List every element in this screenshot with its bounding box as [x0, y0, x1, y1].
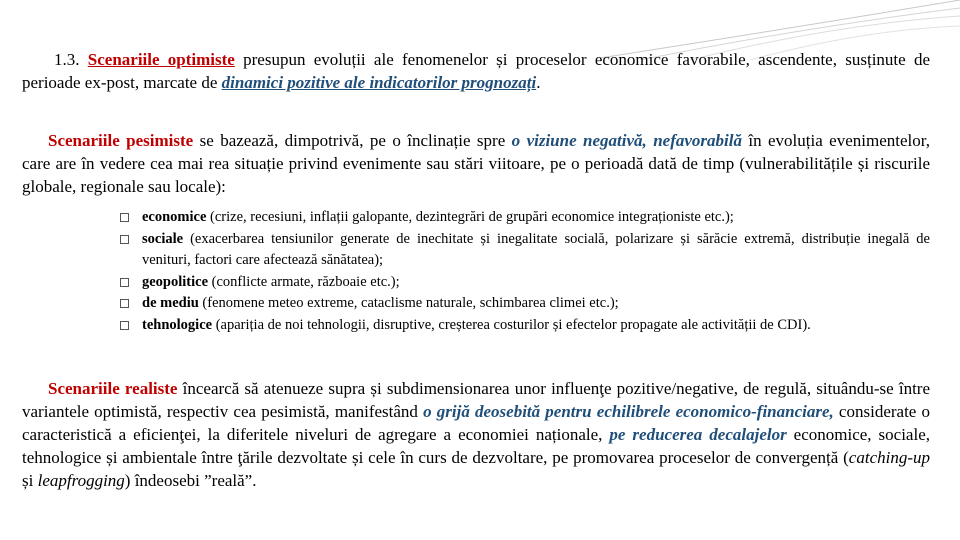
risk-list: [120, 207, 930, 336]
text: economice, sociale, tehnologice și ambientale între ţările dezvoltate și cele în curs de dezvoltare, pe promovarea proceselor de convergență (: [22, 425, 930, 467]
list-item: [120, 293, 930, 315]
section-number: 1.3.: [54, 50, 80, 69]
text: considerate o caracteristică a eficienţei, la diferitele niveluri de agregare a economiei naționale,: [22, 402, 931, 444]
checkbox-bullet-icon: [120, 278, 129, 287]
keyword-realistic: Scenariile realiste: [48, 379, 178, 398]
highlight-reducing-gaps: pe reducerea decalajelor: [609, 425, 787, 444]
text: se bazează, dimpotrivă, pe o înclinație spre: [193, 131, 512, 150]
text: .: [536, 73, 541, 92]
checkbox-bullet-icon: [120, 299, 129, 308]
item-text: (crize, recesiuni, inflații galopante, dezintegrări de grupări economice integraționiste etc.);: [206, 209, 734, 225]
item-label: tehnologice: [142, 316, 213, 333]
item-text: (conflicte armate, războaie etc.);: [208, 273, 400, 290]
paragraph-realistic: [22, 377, 930, 492]
checkbox-bullet-icon: [120, 321, 129, 330]
text: și: [22, 471, 38, 490]
checkbox-bullet-icon: [120, 235, 129, 244]
highlight-positive-dynamics: dinamici pozitive ale indicatorilor prognozați: [221, 73, 537, 92]
item-label: geopolitice: [142, 273, 209, 290]
text: în evoluția evenimentelor, care are în vedere cea mai rea situație privind evenimente sau stări viitoare, pe o perioadă dată de timp (vulnerabilitățile și riscurile globale, regionale sau locale):: [22, 131, 930, 196]
item-label: economice: [142, 209, 207, 225]
keyword-pessimistic: Scenariile pesimiste: [48, 131, 194, 150]
text: presupun evoluții ale fenomenelor și proceselor economice favorabile, ascendente, susținute de perioade ex-post, marcate de: [22, 50, 931, 92]
term-leapfrogging: leapfrogging: [37, 471, 125, 490]
item-text: (fenomene meteo extreme, cataclisme naturale, schimbarea climei etc.);: [198, 295, 619, 311]
list-item: [120, 272, 930, 294]
list-item: [120, 229, 930, 272]
item-text: (apariția de noi tehnologii, disruptive, creșterea costurilor și efectelor propagate ale activității de CDI).: [212, 316, 811, 333]
highlight-negative-view: o viziune negativă, nefavorabilă: [511, 131, 742, 150]
item-label: de mediu: [142, 295, 199, 311]
item-text: (exacerbarea tensiunilor generate de inechitate și inegalitate socială, polarizare și sărăcie extremă, distribuție inegală de venituri, factori care afectează sănătatea);: [142, 230, 930, 268]
text: încearcă să atenueze supra și subdimensionarea unor influenţe pozitive/negative, de regulă, situându-se între variantele optimistă, respectiv cea pesimistă, manifestând: [22, 379, 930, 421]
list-item: [120, 207, 930, 229]
paragraph-optimistic: [22, 48, 930, 94]
highlight-financial-balance: o grijă deosebită pentru echilibrele economico-financiare,: [423, 402, 834, 421]
list-item: [120, 315, 930, 337]
item-label: sociale: [142, 230, 184, 247]
checkbox-bullet-icon: [120, 213, 129, 222]
text: ) îndeosebi ”reală”.: [124, 471, 257, 490]
paragraph-pessimistic: [22, 129, 930, 198]
keyword-optimistic: Scenariile optimiste: [87, 50, 235, 69]
term-catching-up: catching-up: [848, 448, 930, 467]
